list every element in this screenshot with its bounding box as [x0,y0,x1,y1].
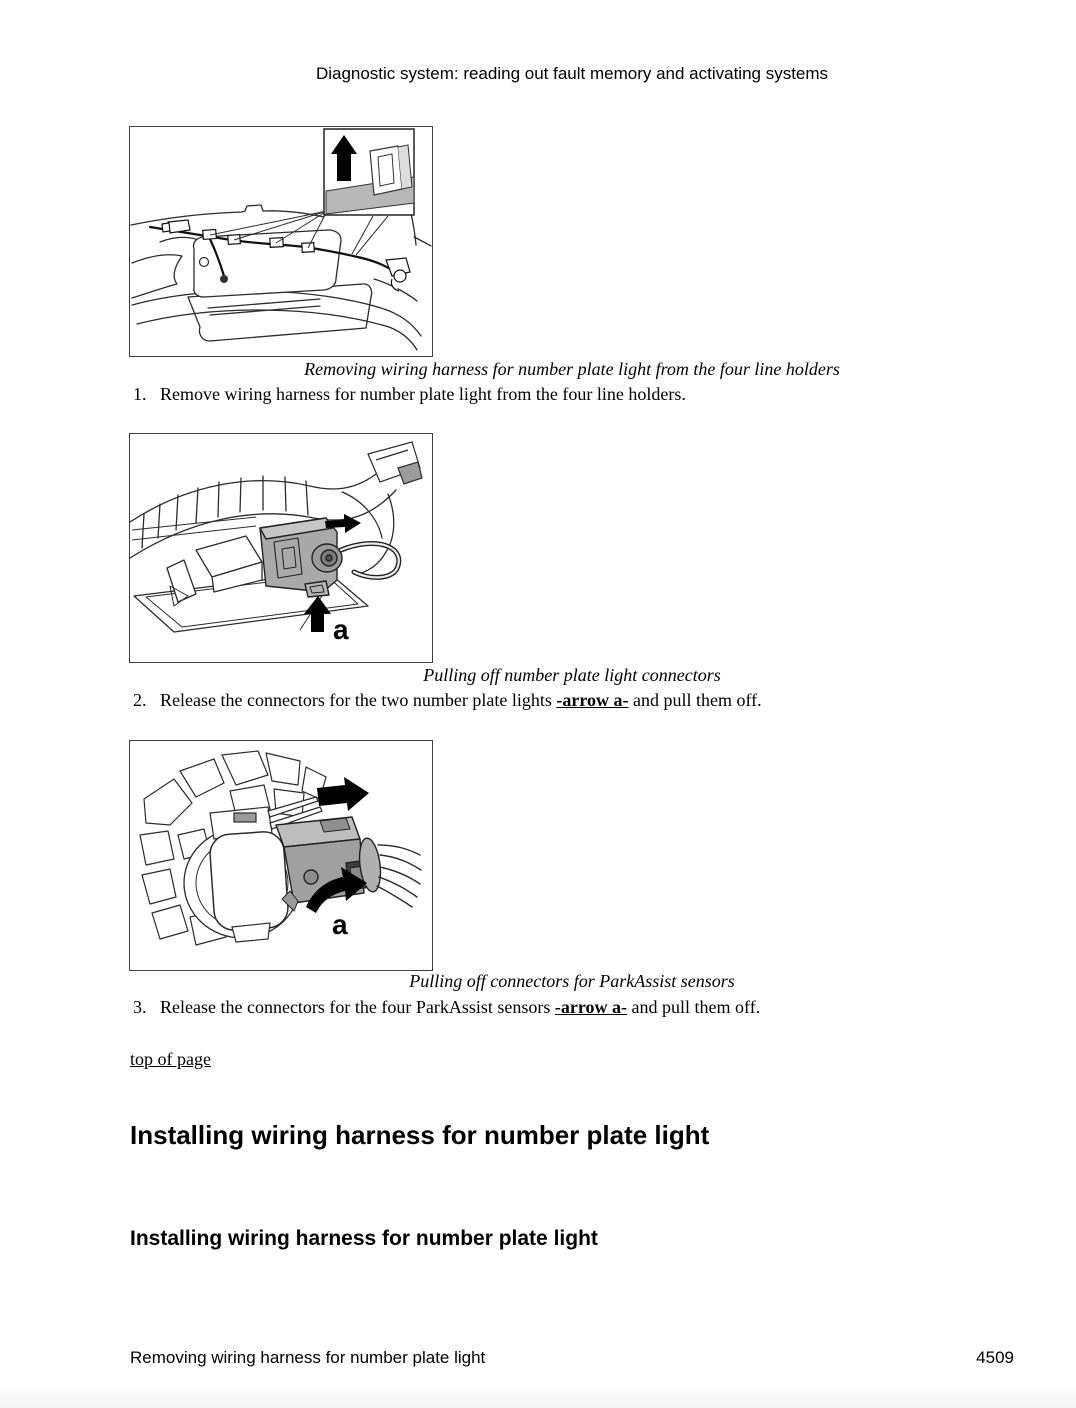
step-1-text: Remove wiring harness for number plate light from the four line holders. [160,384,686,404]
figure-3-caption: Pulling off connectors for ParkAssist sensors [409,971,735,991]
figure-1-caption: Removing wiring harness for number plate light from the four line holders [304,359,840,379]
section-heading-main: Installing wiring harness for number plate light [130,1120,710,1150]
figure-3-drawing [130,741,432,970]
inset-detail [324,129,414,215]
figure-2-drawing [130,434,432,662]
connector-body [260,518,342,597]
panel-hole [200,258,209,267]
step-3-number: 3. [133,997,147,1017]
figure-1-harness-overview [129,126,433,357]
running-header: Diagnostic system: reading out fault memory and activating systems [315,64,829,83]
step-3-text: Release the connectors for the four ParkAssist sensors -arrow a- and pull them off. [160,997,761,1017]
arrow-a-emphasis: -arrow a- [554,997,628,1017]
step-2-text: Release the connectors for the two number plate lights -arrow a- and pull them off. [160,690,762,710]
figure-1-drawing [130,127,432,356]
figure-2-arrow-label: a [333,614,349,645]
arrow-a-emphasis: -arrow a- [556,690,629,710]
bracket [368,442,422,484]
wire-loop [341,543,399,577]
footer-page-number: 4509 [976,1348,1014,1367]
section-heading-sub: Installing wiring harness for number plate light [130,1227,598,1250]
step-2 [133,690,1014,711]
footer-document-title: Removing wiring harness for number plate light [130,1348,486,1367]
step-1 [133,384,1014,405]
figure-2-plate-light-connector [129,433,433,663]
harness-grommet [220,275,228,283]
sensor-tab [232,923,270,942]
sensor-body [209,831,290,932]
licence-panel [193,230,341,297]
top-of-page-link[interactable]: top of page [130,1049,211,1069]
page-bottom-shadow [0,1384,1076,1408]
figure-3-parkassist-connector [129,740,433,971]
step-1-number: 1. [133,384,147,404]
wires [377,845,421,907]
figure-2-caption: Pulling off number plate light connectors [423,665,721,685]
figure-3-arrow-label: a [332,909,348,940]
step-2-number: 2. [133,690,147,710]
step-3 [133,997,1014,1018]
